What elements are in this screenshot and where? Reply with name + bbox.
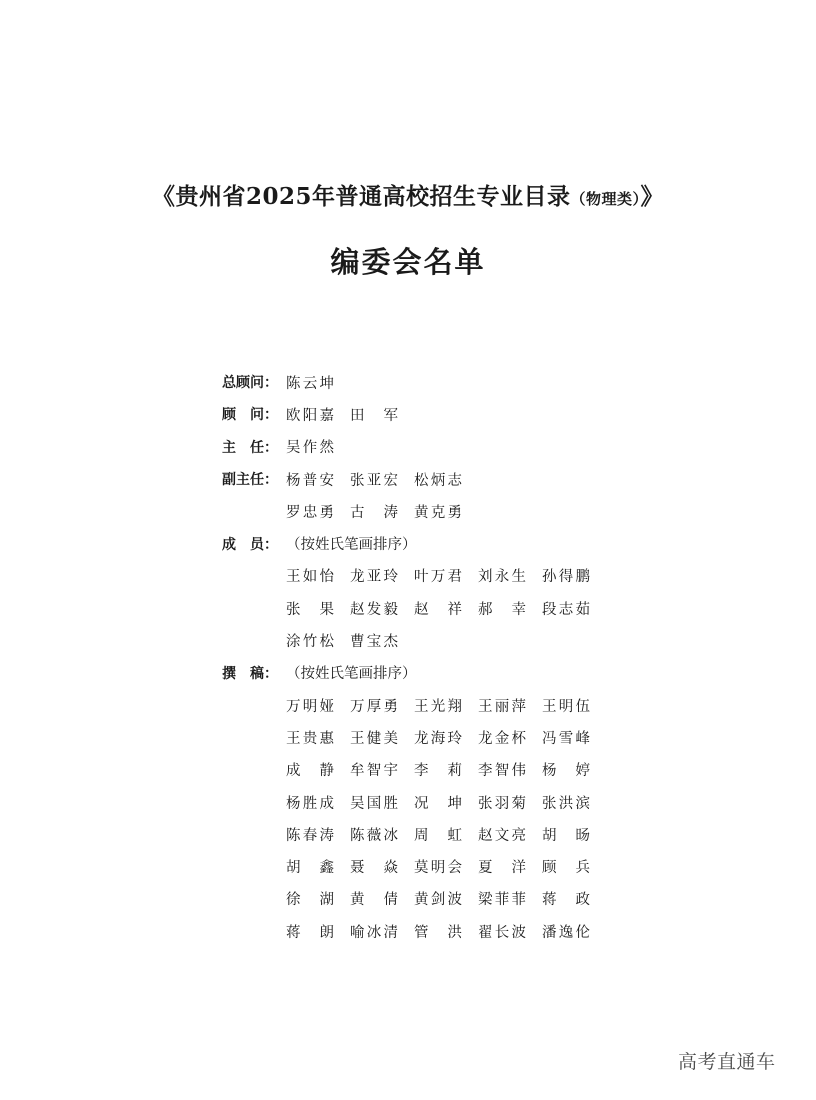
writers-row xyxy=(222,850,642,882)
writer-name: 龙金杯 xyxy=(478,730,526,747)
writer-name: 黄 倩 xyxy=(350,892,398,909)
writer-name: 张洪滨 xyxy=(542,795,590,812)
writer-name: 杨胜成 xyxy=(286,795,334,812)
member-name: 吴作然 xyxy=(286,440,334,457)
writer-name: 徐 湖 xyxy=(286,892,334,909)
member-name: 松炳志 xyxy=(414,472,462,489)
writer-name: 王丽萍 xyxy=(478,698,526,715)
member-name: 王如怡 xyxy=(286,569,334,586)
writer-name: 张羽菊 xyxy=(478,795,526,812)
chief-advisor-row xyxy=(222,366,642,398)
writers-row xyxy=(222,721,642,753)
writer-name: 陈薇冰 xyxy=(350,827,398,844)
member-name: 陈云坤 xyxy=(286,375,334,392)
writer-name: 莫明会 xyxy=(414,860,462,877)
writer-name: 胡 旸 xyxy=(542,827,590,844)
title-category: （物理类） xyxy=(570,190,641,208)
writers-row xyxy=(222,883,642,915)
writers-row xyxy=(222,689,642,721)
writer-name: 喻冰清 xyxy=(350,924,398,941)
member-name: 郝 幸 xyxy=(478,601,526,618)
writer-name: 王健美 xyxy=(350,730,398,747)
member-name: 张亚宏 xyxy=(350,472,398,489)
member-name: 罗忠勇 xyxy=(286,504,334,521)
writer-name: 蒋 政 xyxy=(542,892,590,909)
writer-name: 黄剑波 xyxy=(414,892,462,909)
director-label: 主 任： xyxy=(222,439,278,456)
deputy-directors-label: 副主任： xyxy=(222,472,278,489)
writer-name: 管 洪 xyxy=(414,924,462,941)
members-row xyxy=(222,624,642,656)
writer-name: 梁菲菲 xyxy=(478,892,526,909)
chief-advisor-label: 总顾问： xyxy=(222,375,278,392)
writer-name: 顾 兵 xyxy=(542,860,590,877)
writer-name: 夏 洋 xyxy=(478,860,526,877)
advisors-row xyxy=(222,398,642,430)
writer-name: 吴国胜 xyxy=(350,795,398,812)
title-close: 》 xyxy=(640,183,665,210)
writer-name: 聂 焱 xyxy=(350,860,398,877)
member-name: 孙得鹏 xyxy=(542,569,590,586)
member-name: 赵发毅 xyxy=(350,601,398,618)
committee-roster xyxy=(222,366,642,947)
writer-name: 李智伟 xyxy=(478,763,526,780)
watermark: 高考直通车 xyxy=(678,1051,776,1073)
member-name: 杨普安 xyxy=(286,472,334,489)
members-label: 成 员： xyxy=(222,536,278,553)
writer-name: 杨 婷 xyxy=(542,763,590,780)
writers-row xyxy=(222,754,642,786)
writer-name: 成 静 xyxy=(286,763,334,780)
director-row xyxy=(222,431,642,463)
writer-name: 胡 鑫 xyxy=(286,860,334,877)
document-title xyxy=(0,178,816,211)
deputy-directors-row xyxy=(222,463,642,495)
member-name: 刘永生 xyxy=(478,569,526,586)
advisors-label: 顾 问： xyxy=(222,407,278,424)
writer-name: 龙海玲 xyxy=(414,730,462,747)
member-name: 欧阳嘉 xyxy=(286,407,334,424)
writers-row xyxy=(222,915,642,947)
writers-header-row xyxy=(222,657,642,689)
writer-name: 赵文亮 xyxy=(478,827,526,844)
writers-row xyxy=(222,818,642,850)
writer-name: 周 虹 xyxy=(414,827,462,844)
writer-name: 万厚勇 xyxy=(350,698,398,715)
writer-name: 李 莉 xyxy=(414,763,462,780)
writer-name: 陈春涛 xyxy=(286,827,334,844)
member-name: 叶万君 xyxy=(414,569,462,586)
writer-name: 王明伍 xyxy=(542,698,590,715)
writers-row xyxy=(222,786,642,818)
writer-name: 王光翔 xyxy=(414,698,462,715)
member-name: 曹宝杰 xyxy=(350,634,398,651)
document-subtitle: 编委会名单 xyxy=(330,245,486,279)
writer-name: 翟长波 xyxy=(478,924,526,941)
member-name: 赵 祥 xyxy=(414,601,462,618)
members-header-row xyxy=(222,527,642,559)
member-name: 张 果 xyxy=(286,601,334,618)
writer-name: 况 坤 xyxy=(414,795,462,812)
member-name: 黄克勇 xyxy=(414,504,462,521)
writer-name: 蒋 朗 xyxy=(286,924,334,941)
member-name: 涂竹松 xyxy=(286,634,334,651)
writers-label: 撰 稿： xyxy=(222,665,278,682)
writers-sort-note: （按姓氏笔画排序） xyxy=(286,666,417,683)
members-sort-note: （按姓氏笔画排序） xyxy=(286,537,417,554)
member-name: 段志茹 xyxy=(542,601,590,618)
member-name: 龙亚玲 xyxy=(350,569,398,586)
writer-name: 王贵惠 xyxy=(286,730,334,747)
writer-name: 万明娅 xyxy=(286,698,334,715)
title-main: 《贵州省2025年普通高校招生专业目录 xyxy=(151,183,571,210)
member-name: 古 涛 xyxy=(350,504,398,521)
writer-name: 冯雪峰 xyxy=(542,730,590,747)
deputy-directors-row xyxy=(222,495,642,527)
writer-name: 潘逸伦 xyxy=(542,924,590,941)
member-name: 田 军 xyxy=(350,407,398,424)
members-row xyxy=(222,592,642,624)
members-row xyxy=(222,560,642,592)
writer-name: 牟智宇 xyxy=(350,763,398,780)
